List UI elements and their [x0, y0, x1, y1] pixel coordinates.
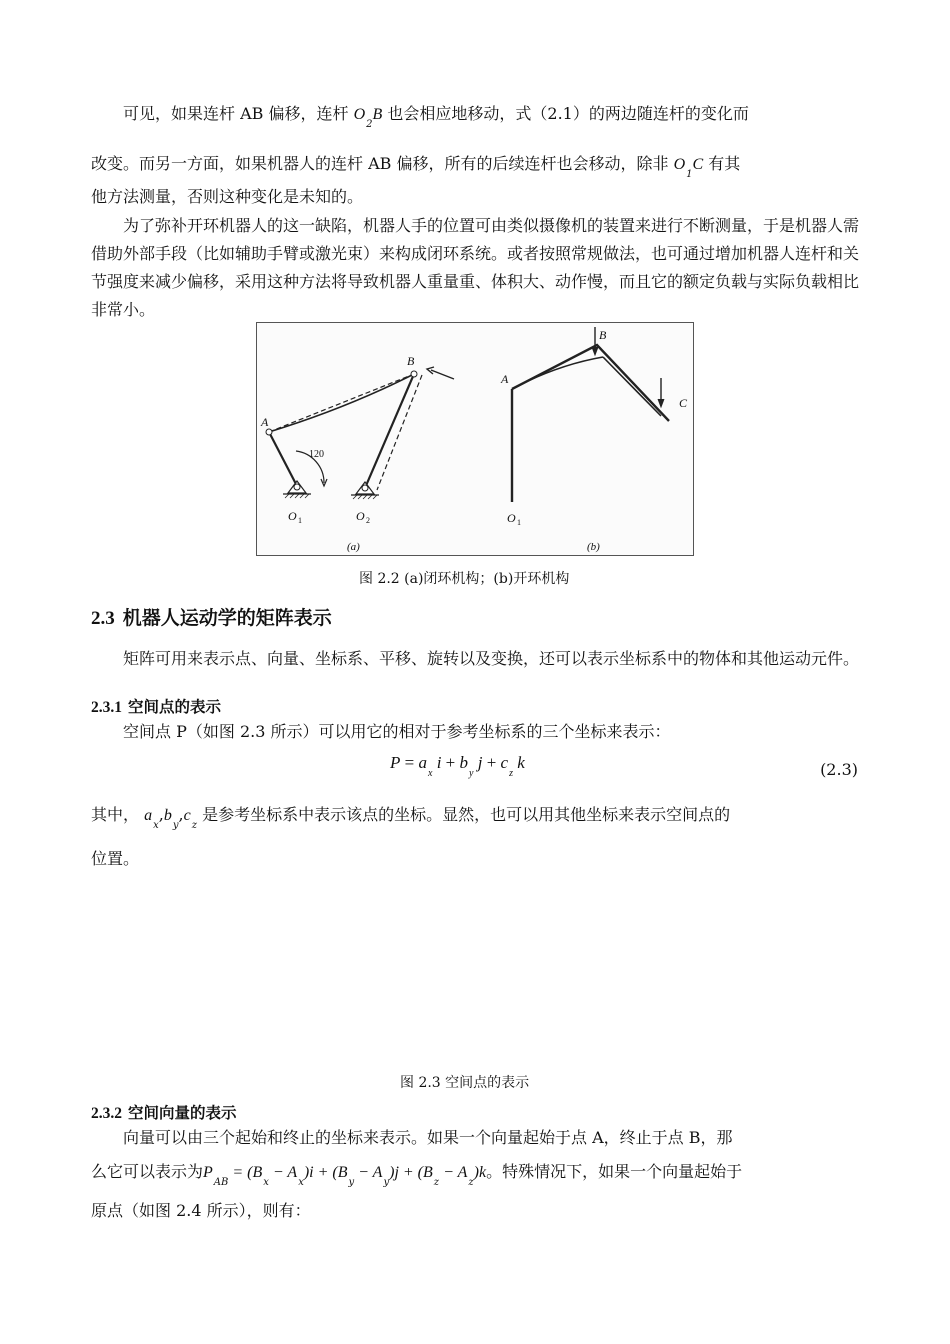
label-open-a: A — [501, 372, 509, 386]
hatch-o1 — [285, 494, 309, 498]
vector-sub-2: x — [298, 1177, 304, 1188]
pivot-o2 — [362, 485, 368, 491]
figure-2-3-caption: 图 2.3 空间点的表示 — [400, 1075, 530, 1091]
section-2-3-title: 机器人运动学的矩阵表示 — [122, 607, 332, 629]
open-link-ab-deflected — [512, 357, 603, 389]
vector-sub-1: x — [263, 1177, 269, 1188]
paragraph-7-text-a: 其中， — [91, 805, 140, 824]
paragraph-1 — [91, 100, 859, 131]
label-o2: O — [356, 509, 365, 523]
vector-sub-4: y — [383, 1177, 390, 1188]
coord-a: a — [144, 807, 153, 824]
math-b-var: B — [372, 106, 383, 123]
pivot-o1 — [294, 484, 300, 490]
coord-comma-2: , — [178, 805, 184, 824]
force-arrow-shaft — [431, 370, 454, 379]
section-2-3-2-title: 空间向量的表示 — [128, 1103, 237, 1122]
label-a: A — [261, 415, 269, 429]
section-2-3-2-heading — [91, 1101, 237, 1123]
coord-b-sub: y — [172, 820, 179, 831]
link-o1a — [269, 432, 297, 486]
label-open-o1: O — [507, 511, 516, 525]
eq-k: k — [513, 753, 525, 772]
paragraph-5: 矩阵可用来表示点、向量、坐标系、平移、旋转以及变换，还可以表示坐标系中的物体和其他运动元件。 — [123, 649, 860, 668]
open-loop-mechanism — [512, 327, 669, 502]
label-panel-a: (a) — [347, 541, 360, 553]
coord-comma-1: , — [158, 805, 164, 824]
figure-2-3-area — [300, 880, 650, 1060]
eq-lhs: P — [390, 753, 401, 772]
eq-a-sub: x — [427, 768, 433, 779]
eq-j: j — [473, 753, 483, 772]
eq-c-sub: z — [509, 768, 513, 779]
equation-2-3-number: (2.3) — [820, 760, 858, 779]
vector-p: P — [203, 1164, 213, 1181]
paragraph-2 — [91, 150, 859, 181]
vector-minus-1: − A — [268, 1164, 298, 1181]
vector-expr-1: = (B — [228, 1164, 263, 1181]
section-2-3-1-title: 空间点的表示 — [128, 697, 222, 716]
eq-a: a — [418, 753, 427, 772]
paragraph-10 — [91, 1158, 859, 1189]
figure-2-2 — [256, 322, 694, 556]
paragraph-1-text-b: 也会相应地移动，式（2.1）的两边随连杆的变化而 — [387, 104, 749, 123]
math-o1-var: O — [673, 156, 686, 173]
section-2-3-heading — [91, 603, 332, 630]
coord-c-sub: z — [191, 820, 197, 831]
math-o1-subscript: 1 — [686, 169, 693, 180]
paragraph-3: 他方法测量，否则这种变化是未知的。 — [91, 187, 364, 206]
vector-sub-5: z — [433, 1177, 440, 1188]
coord-b: b — [163, 807, 172, 824]
section-2-3-2-number: 2.3.2 — [91, 1105, 122, 1122]
math-o2-subscript: 2 — [366, 119, 373, 130]
eq-plus-2: + — [482, 753, 501, 772]
paragraph-9: 向量可以由三个起始和终止的坐标来表示。如果一个向量起始于点 A，终止于点 B，那 — [123, 1128, 733, 1147]
eq-c: c — [500, 753, 509, 772]
paragraph-8: 位置。 — [91, 849, 140, 868]
label-b: B — [407, 354, 415, 368]
vector-p-sub: AB — [213, 1177, 229, 1188]
section-2-3-1-heading — [91, 695, 221, 717]
paragraph-7-text-b: 是参考坐标系中表示该点的坐标。显然，也可以用其他坐标来表示空间点的 — [202, 805, 731, 824]
math-c-var: C — [692, 156, 704, 173]
load-arrow-c-head — [658, 399, 664, 407]
label-o2-sub: 2 — [366, 516, 370, 525]
vector-expr-4: )k — [473, 1164, 487, 1181]
section-2-3-1-number: 2.3.1 — [91, 699, 122, 716]
eq-b: b — [459, 753, 469, 772]
eq-i: i — [432, 753, 442, 772]
figure-2-2-caption: 图 2.2 (a)闭环机构；(b)开环机构 — [359, 571, 570, 587]
vector-minus-3: − A — [439, 1164, 468, 1181]
paragraph-4: 为了弥补开环机器人的这一缺陷，机器人手的位置可由类似摄像机的装置来进行不断测量，于是机器人需借助外部手段（比如辅助手臂或激光束）来构成闭环系统。或者按照常规做法，也可通过增加机器人连杆和关节强度来减少偏移，采用这种方法将导致机器人重量重、体积大、动作慢，而且它的额定负载与实际负载相比非常小。 — [91, 216, 860, 319]
label-panel-b: (b) — [587, 541, 600, 553]
eq-equals: = — [400, 753, 419, 772]
vector-minus-2: − A — [354, 1164, 383, 1181]
label-o1: O — [288, 509, 297, 523]
vector-sub-3: y — [348, 1177, 355, 1188]
label-open-o1-sub: 1 — [517, 518, 521, 527]
paragraph-11: 原点（如图 2.4 所示），则有： — [91, 1201, 311, 1220]
eq-b-sub: y — [469, 768, 474, 779]
coord-c: c — [183, 807, 191, 824]
label-open-b: B — [599, 328, 607, 342]
vector-expr-2: )i + (B — [303, 1164, 348, 1181]
open-link-abc — [512, 345, 669, 421]
figure-2-2-drawing — [257, 323, 693, 555]
eq-plus-1: + — [441, 753, 460, 772]
label-angle: 120 — [309, 449, 324, 460]
link-o2b-dashed — [377, 375, 422, 490]
paragraph-6: 空间点 P（如图 2.3 所示）可以用它的相对于参考坐标系的三个坐标来表示： — [123, 722, 671, 741]
equation-2-3 — [390, 753, 525, 779]
joint-b — [411, 371, 417, 377]
open-link-bc-deflected — [603, 357, 661, 416]
hatch-o2 — [353, 495, 377, 499]
paragraph-10-text-b: 。特殊情况下，如果一个向量起始于 — [486, 1162, 743, 1181]
paragraph-2-text-a: 改变。而另一方面，如果机器人的连杆 AB 偏移，所有的后续连杆也会移动，除非 — [91, 154, 669, 173]
paragraph-2-text-b: 有其 — [708, 154, 741, 173]
paragraph-1-text-a: 可见，如果连杆 AB 偏移，连杆 — [123, 104, 349, 123]
vector-sub-6: z — [468, 1177, 474, 1188]
closed-loop-mechanism — [266, 367, 454, 499]
paragraph-7 — [91, 801, 859, 832]
label-o1-sub: 1 — [298, 516, 302, 525]
section-2-3-number: 2.3 — [91, 608, 115, 629]
figure-2-2-labels — [260, 328, 688, 553]
link-o2b — [365, 374, 414, 488]
joint-a — [266, 429, 272, 435]
vector-expr-3: )j + (B — [389, 1164, 433, 1181]
load-arrow-b-head — [592, 347, 598, 355]
label-open-c: C — [679, 396, 688, 410]
coord-a-sub: x — [153, 820, 159, 831]
paragraph-10-text-a: 么它可以表示为 — [91, 1162, 204, 1181]
math-o2-var: O — [353, 106, 366, 123]
